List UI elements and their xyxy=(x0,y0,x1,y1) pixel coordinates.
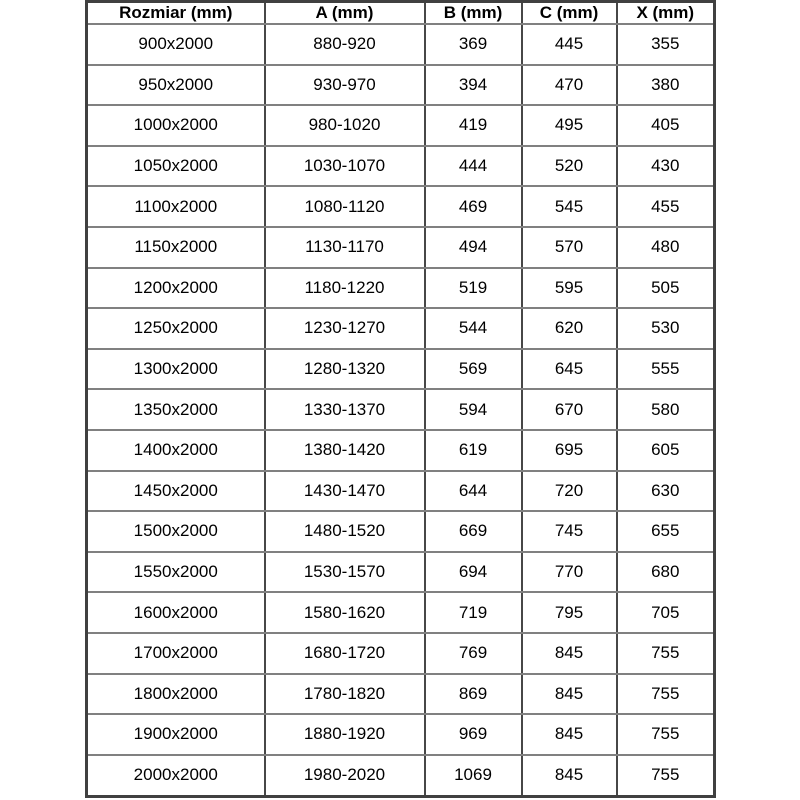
table-cell: 1580-1620 xyxy=(265,592,425,633)
table-cell: 705 xyxy=(617,592,715,633)
table-cell: 745 xyxy=(522,511,617,552)
table-cell: 455 xyxy=(617,186,715,227)
table-cell: 930-970 xyxy=(265,65,425,106)
table-cell: 755 xyxy=(617,633,715,674)
table-cell: 1300x2000 xyxy=(87,349,265,390)
table-cell: 544 xyxy=(425,308,522,349)
table-cell: 719 xyxy=(425,592,522,633)
column-header-3: C (mm) xyxy=(522,2,617,25)
size-chart-table xyxy=(85,0,716,798)
table-cell: 845 xyxy=(522,755,617,797)
table-cell: 1350x2000 xyxy=(87,389,265,430)
table-cell: 1130-1170 xyxy=(265,227,425,268)
table-cell: 845 xyxy=(522,674,617,715)
table-row xyxy=(87,471,715,512)
table-row xyxy=(87,308,715,349)
table-cell: 695 xyxy=(522,430,617,471)
table-cell: 1680-1720 xyxy=(265,633,425,674)
table-cell: 1900x2000 xyxy=(87,714,265,755)
table-cell: 369 xyxy=(425,24,522,65)
table-cell: 394 xyxy=(425,65,522,106)
table-cell: 545 xyxy=(522,186,617,227)
header-row xyxy=(87,2,715,25)
table-cell: 1980-2020 xyxy=(265,755,425,797)
table-cell: 570 xyxy=(522,227,617,268)
table-cell: 569 xyxy=(425,349,522,390)
column-header-0: Rozmiar (mm) xyxy=(87,2,265,25)
table-cell: 555 xyxy=(617,349,715,390)
table-cell: 1800x2000 xyxy=(87,674,265,715)
table-cell: 519 xyxy=(425,268,522,309)
table-cell: 580 xyxy=(617,389,715,430)
table-cell: 644 xyxy=(425,471,522,512)
table-cell: 845 xyxy=(522,714,617,755)
table-row xyxy=(87,592,715,633)
table-row xyxy=(87,349,715,390)
table-row xyxy=(87,511,715,552)
table-cell: 1480-1520 xyxy=(265,511,425,552)
table-cell: 755 xyxy=(617,674,715,715)
column-header-4: X (mm) xyxy=(617,2,715,25)
table-row xyxy=(87,146,715,187)
table-cell: 595 xyxy=(522,268,617,309)
table-cell: 1000x2000 xyxy=(87,105,265,146)
table-cell: 380 xyxy=(617,65,715,106)
table-row xyxy=(87,268,715,309)
table-cell: 495 xyxy=(522,105,617,146)
table-cell: 950x2000 xyxy=(87,65,265,106)
table-cell: 655 xyxy=(617,511,715,552)
table-cell: 900x2000 xyxy=(87,24,265,65)
table-cell: 1500x2000 xyxy=(87,511,265,552)
table-row xyxy=(87,186,715,227)
table-cell: 1550x2000 xyxy=(87,552,265,593)
table-cell: 1780-1820 xyxy=(265,674,425,715)
table-row xyxy=(87,105,715,146)
table-cell: 520 xyxy=(522,146,617,187)
table-cell: 405 xyxy=(617,105,715,146)
table-cell: 1280-1320 xyxy=(265,349,425,390)
table-cell: 1100x2000 xyxy=(87,186,265,227)
table-cell: 880-920 xyxy=(265,24,425,65)
table-cell: 1700x2000 xyxy=(87,633,265,674)
column-header-2: B (mm) xyxy=(425,2,522,25)
table-cell: 670 xyxy=(522,389,617,430)
column-header-1: A (mm) xyxy=(265,2,425,25)
table-cell: 755 xyxy=(617,714,715,755)
table-cell: 1250x2000 xyxy=(87,308,265,349)
table-cell: 480 xyxy=(617,227,715,268)
table-cell: 445 xyxy=(522,24,617,65)
table-row xyxy=(87,552,715,593)
table-cell: 1200x2000 xyxy=(87,268,265,309)
table-row xyxy=(87,755,715,797)
table-row xyxy=(87,227,715,268)
table-cell: 680 xyxy=(617,552,715,593)
table-cell: 355 xyxy=(617,24,715,65)
table-row xyxy=(87,674,715,715)
table-cell: 669 xyxy=(425,511,522,552)
table-row xyxy=(87,430,715,471)
table-cell: 470 xyxy=(522,65,617,106)
table-cell: 1380-1420 xyxy=(265,430,425,471)
table-cell: 769 xyxy=(425,633,522,674)
table-cell: 980-1020 xyxy=(265,105,425,146)
table-cell: 1050x2000 xyxy=(87,146,265,187)
table-cell: 444 xyxy=(425,146,522,187)
table-cell: 1330-1370 xyxy=(265,389,425,430)
table-row xyxy=(87,24,715,65)
table-cell: 594 xyxy=(425,389,522,430)
table-cell: 1400x2000 xyxy=(87,430,265,471)
table-cell: 494 xyxy=(425,227,522,268)
table-row xyxy=(87,65,715,106)
table-cell: 645 xyxy=(522,349,617,390)
table-cell: 1430-1470 xyxy=(265,471,425,512)
table-cell: 969 xyxy=(425,714,522,755)
table-cell: 845 xyxy=(522,633,617,674)
table-cell: 430 xyxy=(617,146,715,187)
table-cell: 505 xyxy=(617,268,715,309)
table-row xyxy=(87,633,715,674)
table-cell: 1230-1270 xyxy=(265,308,425,349)
table-cell: 1080-1120 xyxy=(265,186,425,227)
table-cell: 1030-1070 xyxy=(265,146,425,187)
table-cell: 630 xyxy=(617,471,715,512)
table-cell: 1150x2000 xyxy=(87,227,265,268)
table-cell: 694 xyxy=(425,552,522,593)
table-cell: 755 xyxy=(617,755,715,797)
table-cell: 770 xyxy=(522,552,617,593)
table-cell: 1450x2000 xyxy=(87,471,265,512)
table-body xyxy=(87,24,715,797)
table-cell: 1069 xyxy=(425,755,522,797)
size-chart-container xyxy=(85,0,713,798)
table-cell: 795 xyxy=(522,592,617,633)
table-cell: 469 xyxy=(425,186,522,227)
table-cell: 619 xyxy=(425,430,522,471)
table-cell: 1880-1920 xyxy=(265,714,425,755)
table-cell: 530 xyxy=(617,308,715,349)
table-cell: 1180-1220 xyxy=(265,268,425,309)
table-cell: 2000x2000 xyxy=(87,755,265,797)
table-row xyxy=(87,714,715,755)
table-cell: 605 xyxy=(617,430,715,471)
table-head xyxy=(87,2,715,25)
table-cell: 1600x2000 xyxy=(87,592,265,633)
table-cell: 1530-1570 xyxy=(265,552,425,593)
table-cell: 869 xyxy=(425,674,522,715)
table-row xyxy=(87,389,715,430)
table-cell: 620 xyxy=(522,308,617,349)
table-cell: 419 xyxy=(425,105,522,146)
table-cell: 720 xyxy=(522,471,617,512)
